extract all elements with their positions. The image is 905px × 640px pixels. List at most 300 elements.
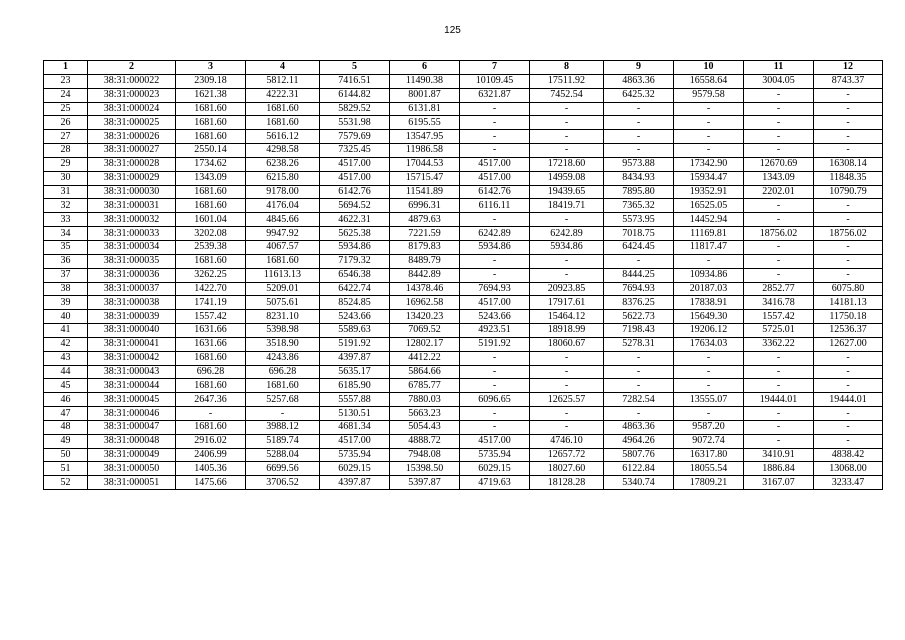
table-row xyxy=(44,185,883,199)
table-cell: 7895.80 xyxy=(604,185,674,199)
table-cell: 6185.90 xyxy=(320,379,390,393)
table-cell: 41 xyxy=(44,324,88,338)
table-cell: - xyxy=(530,420,604,434)
table-cell: 32 xyxy=(44,199,88,213)
table-cell: 1741.19 xyxy=(176,296,246,310)
table-cell: 18055.54 xyxy=(674,462,744,476)
table-cell: 4176.04 xyxy=(246,199,320,213)
table-cell: 5589.63 xyxy=(320,324,390,338)
table-cell: 9587.20 xyxy=(674,420,744,434)
table-cell: 3233.47 xyxy=(814,476,883,490)
table-cell: 3988.12 xyxy=(246,420,320,434)
table-cell: 5635.17 xyxy=(320,365,390,379)
table-cell: 7579.69 xyxy=(320,130,390,144)
table-cell: 12627.00 xyxy=(814,337,883,351)
table-cell: 15398.50 xyxy=(390,462,460,476)
table-cell: 17838.91 xyxy=(674,296,744,310)
table-cell: - xyxy=(744,420,814,434)
table-cell: 10109.45 xyxy=(460,74,530,88)
table-cell: 5573.95 xyxy=(604,213,674,227)
table-cell: - xyxy=(814,130,883,144)
table-cell: 4888.72 xyxy=(390,434,460,448)
table-cell: - xyxy=(814,379,883,393)
table-cell: 9947.92 xyxy=(246,227,320,241)
table-cell: 1621.38 xyxy=(176,88,246,102)
table-cell: 18756.02 xyxy=(744,227,814,241)
table-cell: 1631.66 xyxy=(176,324,246,338)
table-cell: 6321.87 xyxy=(460,88,530,102)
table-cell: 3167.07 xyxy=(744,476,814,490)
table-cell: 2539.38 xyxy=(176,240,246,254)
table-cell: 1681.60 xyxy=(176,420,246,434)
table-cell: 696.28 xyxy=(246,365,320,379)
table-cell: 36 xyxy=(44,254,88,268)
table-cell: 37 xyxy=(44,268,88,282)
table-cell: - xyxy=(246,407,320,421)
table-cell: 38:31:000033 xyxy=(88,227,176,241)
table-cell: 38:31:000026 xyxy=(88,130,176,144)
table-cell: - xyxy=(814,240,883,254)
table-cell: 38:31:000037 xyxy=(88,282,176,296)
table-row xyxy=(44,171,883,185)
table-cell: 1681.60 xyxy=(246,379,320,393)
table-cell: 5557.88 xyxy=(320,393,390,407)
table-cell: 18128.28 xyxy=(530,476,604,490)
table-cell: 16308.14 xyxy=(814,157,883,171)
table-cell: 9579.58 xyxy=(674,88,744,102)
table-row xyxy=(44,102,883,116)
table-row xyxy=(44,199,883,213)
table-cell: 15464.12 xyxy=(530,310,604,324)
table-cell: 5054.43 xyxy=(390,420,460,434)
column-header: 9 xyxy=(604,61,674,75)
table-cell: 13420.23 xyxy=(390,310,460,324)
table-cell: 35 xyxy=(44,240,88,254)
table-cell: - xyxy=(674,407,744,421)
table-row xyxy=(44,407,883,421)
table-cell: 7694.93 xyxy=(604,282,674,296)
table-cell: - xyxy=(530,130,604,144)
table-row xyxy=(44,476,883,490)
table-cell: 34 xyxy=(44,227,88,241)
table-cell: 38:31:000051 xyxy=(88,476,176,490)
column-header: 2 xyxy=(88,61,176,75)
table-cell: 6029.15 xyxy=(460,462,530,476)
table-cell: 1681.60 xyxy=(246,102,320,116)
table-cell: 6215.80 xyxy=(246,171,320,185)
table-cell: 30 xyxy=(44,171,88,185)
table-cell: - xyxy=(530,365,604,379)
table-cell: - xyxy=(530,407,604,421)
table-cell: - xyxy=(814,420,883,434)
table-row xyxy=(44,434,883,448)
table-row xyxy=(44,393,883,407)
table-cell: 5189.74 xyxy=(246,434,320,448)
table-row xyxy=(44,448,883,462)
table-cell: 5625.38 xyxy=(320,227,390,241)
table-cell: 8434.93 xyxy=(604,171,674,185)
table-cell: 7325.45 xyxy=(320,144,390,158)
table-cell: 5812.11 xyxy=(246,74,320,88)
table-cell: - xyxy=(604,254,674,268)
table-cell: 38:31:000042 xyxy=(88,351,176,365)
table-row xyxy=(44,420,883,434)
table-cell: 5398.98 xyxy=(246,324,320,338)
table-cell: 28 xyxy=(44,144,88,158)
table-cell: - xyxy=(744,268,814,282)
table-cell: 3202.08 xyxy=(176,227,246,241)
table-cell: 1734.62 xyxy=(176,157,246,171)
table-cell: 17218.60 xyxy=(530,157,604,171)
table-cell: 4964.26 xyxy=(604,434,674,448)
table-cell: 2309.18 xyxy=(176,74,246,88)
table-cell: - xyxy=(744,254,814,268)
table-cell: - xyxy=(814,268,883,282)
table-cell: 38:31:000039 xyxy=(88,310,176,324)
table-cell: 696.28 xyxy=(176,365,246,379)
table-cell: - xyxy=(744,379,814,393)
table-cell: 18060.67 xyxy=(530,337,604,351)
table-cell: 9178.00 xyxy=(246,185,320,199)
table-cell: - xyxy=(460,351,530,365)
table-cell: 14959.08 xyxy=(530,171,604,185)
table-cell: 8376.25 xyxy=(604,296,674,310)
table-row xyxy=(44,74,883,88)
column-header: 6 xyxy=(390,61,460,75)
table-row xyxy=(44,462,883,476)
table-cell: 1681.60 xyxy=(176,379,246,393)
table-cell: 38:31:000045 xyxy=(88,393,176,407)
table-cell: 13068.00 xyxy=(814,462,883,476)
table-cell: 6144.82 xyxy=(320,88,390,102)
table-cell: 17342.90 xyxy=(674,157,744,171)
table-cell: 31 xyxy=(44,185,88,199)
table-cell: 33 xyxy=(44,213,88,227)
table-cell: 27 xyxy=(44,130,88,144)
table-cell: 1681.60 xyxy=(176,199,246,213)
table-cell: 3410.91 xyxy=(744,448,814,462)
table-cell: 46 xyxy=(44,393,88,407)
table-cell: 38:31:000046 xyxy=(88,407,176,421)
table-cell: 2406.99 xyxy=(176,448,246,462)
table-row xyxy=(44,116,883,130)
table-cell: 5807.76 xyxy=(604,448,674,462)
table-cell: - xyxy=(674,116,744,130)
table-cell: 5191.92 xyxy=(460,337,530,351)
table-cell: 11169.81 xyxy=(674,227,744,241)
table-row xyxy=(44,324,883,338)
table-cell: - xyxy=(744,199,814,213)
table-cell: 5735.94 xyxy=(460,448,530,462)
table-cell: 43 xyxy=(44,351,88,365)
table-row xyxy=(44,379,883,393)
table-row xyxy=(44,240,883,254)
table-cell: 4517.00 xyxy=(320,171,390,185)
table-cell: - xyxy=(530,268,604,282)
table-cell: 1681.60 xyxy=(176,102,246,116)
table-header xyxy=(44,61,883,75)
table-cell: 25 xyxy=(44,102,88,116)
table-cell: 4622.31 xyxy=(320,213,390,227)
table-cell: 20187.03 xyxy=(674,282,744,296)
table-cell: 18419.71 xyxy=(530,199,604,213)
table-row xyxy=(44,296,883,310)
table-cell: 5075.61 xyxy=(246,296,320,310)
table-cell: 4681.34 xyxy=(320,420,390,434)
table-cell: - xyxy=(530,102,604,116)
table-row xyxy=(44,310,883,324)
table-cell: 6546.38 xyxy=(320,268,390,282)
table-cell: 7365.32 xyxy=(604,199,674,213)
table-cell: 1681.60 xyxy=(246,254,320,268)
table-cell: 38:31:000028 xyxy=(88,157,176,171)
header-row xyxy=(44,61,883,75)
table-cell: 38:31:000044 xyxy=(88,379,176,393)
table-cell: 1681.60 xyxy=(176,116,246,130)
table-cell: 1631.66 xyxy=(176,337,246,351)
table-cell: 5864.66 xyxy=(390,365,460,379)
table-cell: - xyxy=(744,351,814,365)
table-cell: 6785.77 xyxy=(390,379,460,393)
table-cell: - xyxy=(744,102,814,116)
table-cell: - xyxy=(604,130,674,144)
table-cell: 5209.01 xyxy=(246,282,320,296)
table-cell: - xyxy=(460,268,530,282)
table-cell: - xyxy=(744,240,814,254)
column-header: 5 xyxy=(320,61,390,75)
table-cell: - xyxy=(530,254,604,268)
table-cell: 2202.01 xyxy=(744,185,814,199)
table-cell: 8743.37 xyxy=(814,74,883,88)
column-header: 1 xyxy=(44,61,88,75)
table-cell: 5130.51 xyxy=(320,407,390,421)
table-cell: 3416.78 xyxy=(744,296,814,310)
table-cell: 8524.85 xyxy=(320,296,390,310)
table-cell: 4412.22 xyxy=(390,351,460,365)
table-cell: 4222.31 xyxy=(246,88,320,102)
table-cell: 5616.12 xyxy=(246,130,320,144)
table-cell: 4067.57 xyxy=(246,240,320,254)
table-cell: 19444.01 xyxy=(744,393,814,407)
table-cell: 3004.05 xyxy=(744,74,814,88)
table-cell: 5243.66 xyxy=(320,310,390,324)
table-cell: - xyxy=(744,407,814,421)
table-cell: 6131.81 xyxy=(390,102,460,116)
table-cell: 7452.54 xyxy=(530,88,604,102)
table-cell: - xyxy=(460,379,530,393)
table-row xyxy=(44,130,883,144)
table-cell: 1475.66 xyxy=(176,476,246,490)
table-cell: 6242.89 xyxy=(530,227,604,241)
table-cell: 12625.57 xyxy=(530,393,604,407)
table-cell: - xyxy=(674,102,744,116)
table-cell: 4746.10 xyxy=(530,434,604,448)
table-cell: 9072.74 xyxy=(674,434,744,448)
column-header: 11 xyxy=(744,61,814,75)
table-cell: 6996.31 xyxy=(390,199,460,213)
table-cell: 6029.15 xyxy=(320,462,390,476)
table-cell: 6699.56 xyxy=(246,462,320,476)
table-cell: - xyxy=(460,116,530,130)
table-cell: 44 xyxy=(44,365,88,379)
table-cell: 17809.21 xyxy=(674,476,744,490)
table-cell: 2550.14 xyxy=(176,144,246,158)
table-cell: 8444.25 xyxy=(604,268,674,282)
column-header: 7 xyxy=(460,61,530,75)
table-cell: 6096.65 xyxy=(460,393,530,407)
table-body xyxy=(44,74,883,489)
table-cell: 17044.53 xyxy=(390,157,460,171)
table-cell: 19352.91 xyxy=(674,185,744,199)
table-cell: - xyxy=(814,365,883,379)
page-number: 125 xyxy=(444,25,461,36)
table-cell: 38 xyxy=(44,282,88,296)
table-row xyxy=(44,268,883,282)
table-cell: 38:31:000050 xyxy=(88,462,176,476)
table-cell: 5191.92 xyxy=(320,337,390,351)
table-cell: 6122.84 xyxy=(604,462,674,476)
table-cell: 38:31:000040 xyxy=(88,324,176,338)
table-cell: 4517.00 xyxy=(320,434,390,448)
table-cell: 4838.42 xyxy=(814,448,883,462)
table-cell: - xyxy=(814,199,883,213)
table-row xyxy=(44,365,883,379)
table-cell: - xyxy=(674,379,744,393)
table-cell: 3706.52 xyxy=(246,476,320,490)
table-cell: - xyxy=(604,102,674,116)
table-cell: 13555.07 xyxy=(674,393,744,407)
table-cell: - xyxy=(604,116,674,130)
table-cell: 23 xyxy=(44,74,88,88)
table-cell: 11613.13 xyxy=(246,268,320,282)
table-cell: - xyxy=(530,351,604,365)
table-cell: 1681.60 xyxy=(176,351,246,365)
table-cell: 5725.01 xyxy=(744,324,814,338)
table-cell: 5663.23 xyxy=(390,407,460,421)
table-cell: 15649.30 xyxy=(674,310,744,324)
table-cell: - xyxy=(530,144,604,158)
table-cell: 11490.38 xyxy=(390,74,460,88)
table-cell: - xyxy=(530,116,604,130)
table-cell: 3262.25 xyxy=(176,268,246,282)
table-cell: 15715.47 xyxy=(390,171,460,185)
table-cell: - xyxy=(674,351,744,365)
table-cell: 1681.60 xyxy=(176,185,246,199)
table-cell: 4397.87 xyxy=(320,476,390,490)
table-cell: 10934.86 xyxy=(674,268,744,282)
table-cell: 7198.43 xyxy=(604,324,674,338)
table-cell: 38:31:000041 xyxy=(88,337,176,351)
table-cell: - xyxy=(604,365,674,379)
table-cell: 14378.46 xyxy=(390,282,460,296)
table-cell: 3518.90 xyxy=(246,337,320,351)
table-cell: - xyxy=(674,254,744,268)
table-cell: 7069.52 xyxy=(390,324,460,338)
table-cell: 4863.36 xyxy=(604,420,674,434)
table-row xyxy=(44,157,883,171)
table-cell: 11817.47 xyxy=(674,240,744,254)
table-cell: 4298.58 xyxy=(246,144,320,158)
table-cell: 38:31:000049 xyxy=(88,448,176,462)
table-cell: 40 xyxy=(44,310,88,324)
table-cell: 4845.66 xyxy=(246,213,320,227)
table-cell: 5829.52 xyxy=(320,102,390,116)
table-cell: 7694.93 xyxy=(460,282,530,296)
table-cell: - xyxy=(530,379,604,393)
table-cell: - xyxy=(460,144,530,158)
table-cell: 1422.70 xyxy=(176,282,246,296)
table-cell: 19444.01 xyxy=(814,393,883,407)
table-cell: - xyxy=(674,130,744,144)
column-header: 8 xyxy=(530,61,604,75)
table-cell: 38:31:000029 xyxy=(88,171,176,185)
table-cell: 4517.00 xyxy=(320,157,390,171)
table-cell: 11541.89 xyxy=(390,185,460,199)
table-cell: 38:31:000038 xyxy=(88,296,176,310)
table-cell: 52 xyxy=(44,476,88,490)
table-cell: - xyxy=(460,213,530,227)
table-row xyxy=(44,337,883,351)
table-cell: 5934.86 xyxy=(530,240,604,254)
table-cell: 19206.12 xyxy=(674,324,744,338)
table-cell: 12536.37 xyxy=(814,324,883,338)
table-cell: 4397.87 xyxy=(320,351,390,365)
table-cell: 5735.94 xyxy=(320,448,390,462)
table-cell: 6422.74 xyxy=(320,282,390,296)
table-row xyxy=(44,213,883,227)
table-cell: 42 xyxy=(44,337,88,351)
table-cell: 7948.08 xyxy=(390,448,460,462)
table-cell: 5288.04 xyxy=(246,448,320,462)
table-cell: - xyxy=(814,213,883,227)
table-cell: 8442.89 xyxy=(390,268,460,282)
table-cell: 18756.02 xyxy=(814,227,883,241)
table-row xyxy=(44,88,883,102)
table-cell: 5243.66 xyxy=(460,310,530,324)
table-cell: 16558.64 xyxy=(674,74,744,88)
table-cell: - xyxy=(814,116,883,130)
table-cell: 38:31:000025 xyxy=(88,116,176,130)
table-cell: - xyxy=(604,351,674,365)
table-cell: - xyxy=(604,144,674,158)
table-cell: - xyxy=(604,379,674,393)
table-cell: 14181.13 xyxy=(814,296,883,310)
table-cell: 14452.94 xyxy=(674,213,744,227)
table-cell: 1405.36 xyxy=(176,462,246,476)
table-cell: 1681.60 xyxy=(176,254,246,268)
table-cell: 4517.00 xyxy=(460,434,530,448)
table-cell: 38:31:000048 xyxy=(88,434,176,448)
table-cell: 38:31:000032 xyxy=(88,213,176,227)
table-cell: 39 xyxy=(44,296,88,310)
table-cell: - xyxy=(814,351,883,365)
table-cell: 1557.42 xyxy=(744,310,814,324)
table-cell: - xyxy=(460,254,530,268)
table-cell: 1557.42 xyxy=(176,310,246,324)
table-cell: 16525.05 xyxy=(674,199,744,213)
table-cell: 5257.68 xyxy=(246,393,320,407)
table-row xyxy=(44,227,883,241)
table-cell: - xyxy=(604,407,674,421)
table-cell: 9573.88 xyxy=(604,157,674,171)
table-cell: 6195.55 xyxy=(390,116,460,130)
table-cell: - xyxy=(674,365,744,379)
table-cell: - xyxy=(460,102,530,116)
table-cell: 7179.32 xyxy=(320,254,390,268)
table-cell: 26 xyxy=(44,116,88,130)
table-cell: 38:31:000035 xyxy=(88,254,176,268)
table-cell: - xyxy=(460,130,530,144)
